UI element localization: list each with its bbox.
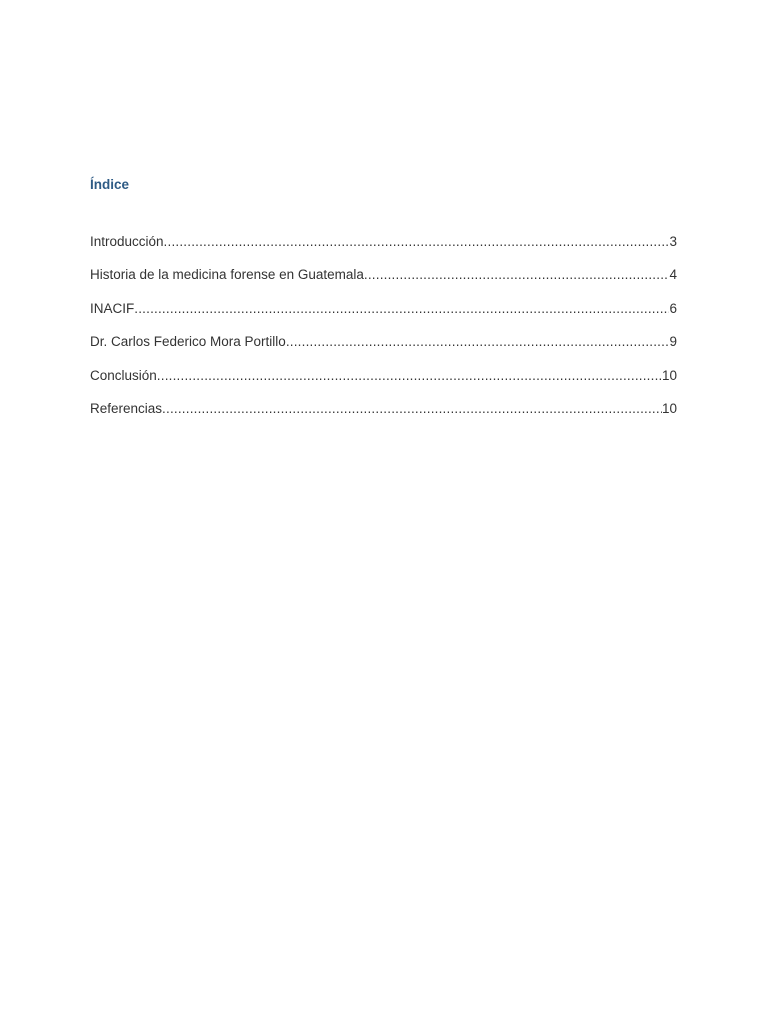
toc-dot-leader xyxy=(286,333,670,351)
toc-entry-historia[interactable] xyxy=(90,266,677,299)
toc-entry-mora-portillo[interactable] xyxy=(90,333,677,366)
toc-entry-introduccion[interactable] xyxy=(90,233,677,266)
toc-entry-title: Referencias xyxy=(90,400,163,416)
toc-entry-title: INACIF xyxy=(90,300,135,316)
toc-entry-page: 6 xyxy=(669,300,677,316)
toc-entry-page: 10 xyxy=(661,400,677,416)
toc-entry-page: 4 xyxy=(669,267,677,283)
toc-entry-inacif[interactable] xyxy=(90,300,677,333)
toc-entry-title: Historia de la medicina forense en Guatemala xyxy=(90,267,364,283)
toc-entry-title: Introducción xyxy=(90,234,164,249)
toc-dot-leader xyxy=(162,400,662,418)
toc-entry-page: 9 xyxy=(669,334,677,350)
toc-entry-page: 10 xyxy=(661,367,677,383)
toc-entry-page: 3 xyxy=(669,234,677,249)
toc-entry-conclusion[interactable] xyxy=(90,367,677,400)
toc-entry-title: Dr. Carlos Federico Mora Portillo xyxy=(90,334,286,350)
toc-dot-leader xyxy=(364,266,670,284)
toc-dot-leader xyxy=(164,233,670,251)
toc-entry-title: Conclusión xyxy=(90,367,157,383)
table-of-contents xyxy=(90,233,677,433)
toc-heading: Índice xyxy=(90,177,130,192)
toc-dot-leader xyxy=(157,367,662,385)
toc-entry-referencias[interactable] xyxy=(90,400,677,433)
toc-dot-leader xyxy=(134,300,669,318)
